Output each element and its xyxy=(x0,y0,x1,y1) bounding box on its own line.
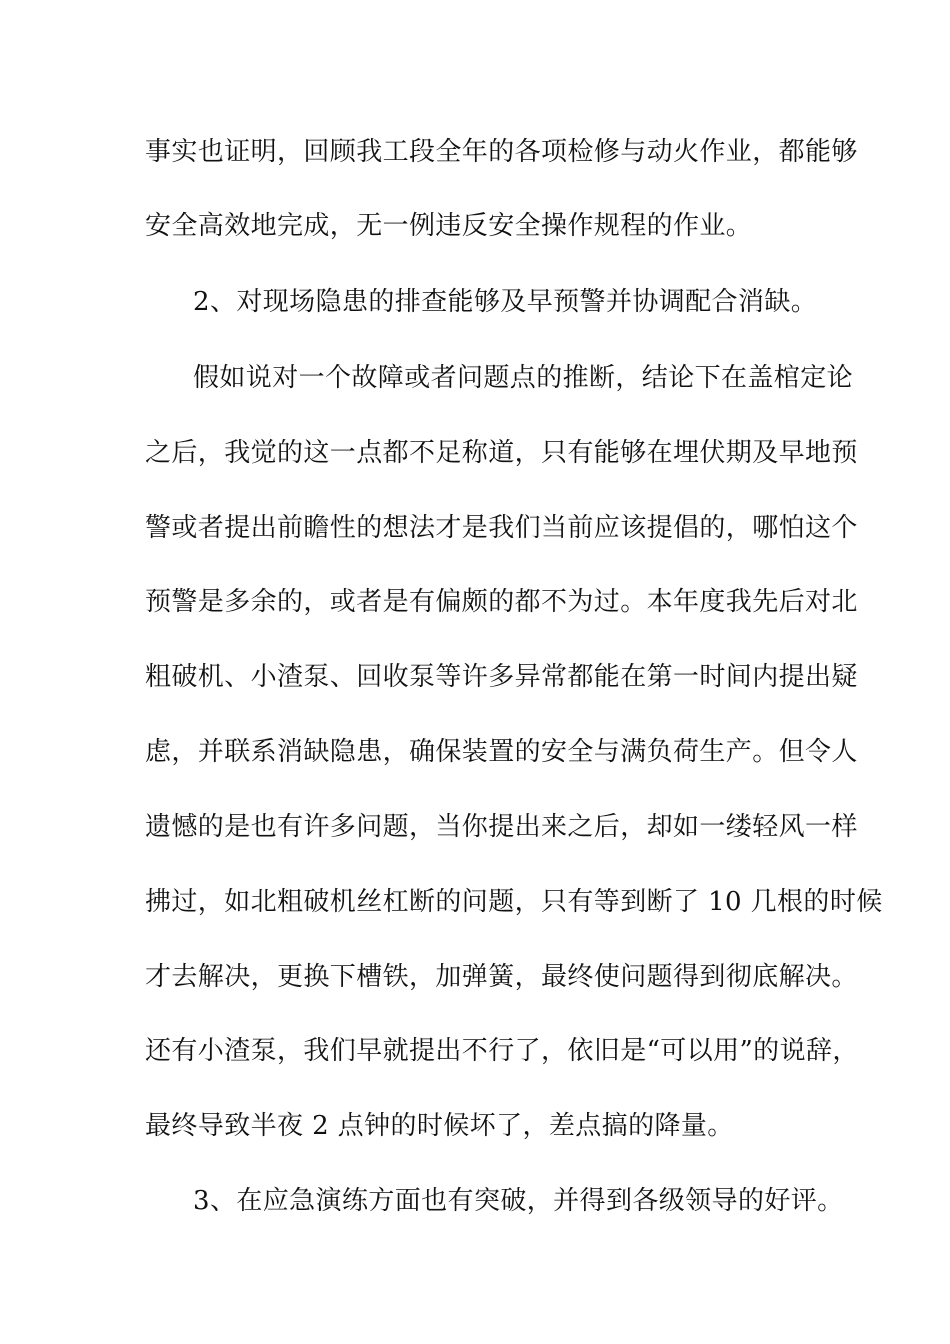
paragraph-line: 拂过，如北粗破机丝杠断的问题，只有等到断了 10 几根的时候 xyxy=(145,887,883,917)
paragraph-line: 遗憾的是也有许多问题，当你提出来之后，却如一缕轻风一样 xyxy=(145,812,858,842)
paragraph-line: 假如说对一个故障或者问题点的推断，结论下在盖棺定论 xyxy=(193,363,854,393)
paragraph-line: 虑，并联系消缺隐患，确保装置的安全与满负荷生产。但令人 xyxy=(145,737,858,767)
paragraph-line: 预警是多余的，或者是有偏颇的都不为过。本年度我先后对北 xyxy=(145,587,858,617)
section-heading: 2、对现场隐患的排查能够及早预警并协调配合消缺。 xyxy=(193,287,818,317)
section-heading: 3、在应急演练方面也有突破，并得到各级领导的好评。 xyxy=(193,1186,844,1216)
paragraph-line: 事实也证明，回顾我工段全年的各项检修与动火作业，都能够 xyxy=(145,137,858,167)
paragraph-line: 警或者提出前瞻性的想法才是我们当前应该提倡的，哪怕这个 xyxy=(145,513,858,543)
paragraph-line: 之后，我觉的这一点都不足称道，只有能够在埋伏期及早地预 xyxy=(145,438,858,468)
paragraph-line: 安全高效地完成，无一例违反安全操作规程的作业。 xyxy=(145,211,753,241)
paragraph-line: 才去解决，更换下槽铁，加弹簧，最终使问题得到彻底解决。 xyxy=(145,962,858,992)
paragraph-line: 最终导致半夜 2 点钟的时候坏了，差点搞的降量。 xyxy=(145,1111,734,1141)
paragraph-line: 粗破机、小渣泵、回收泵等许多异常都能在第一时间内提出疑 xyxy=(145,662,858,692)
paragraph-line: 还有小渣泵，我们早就提出不行了，依旧是“可以用”的说辞， xyxy=(145,1036,859,1066)
